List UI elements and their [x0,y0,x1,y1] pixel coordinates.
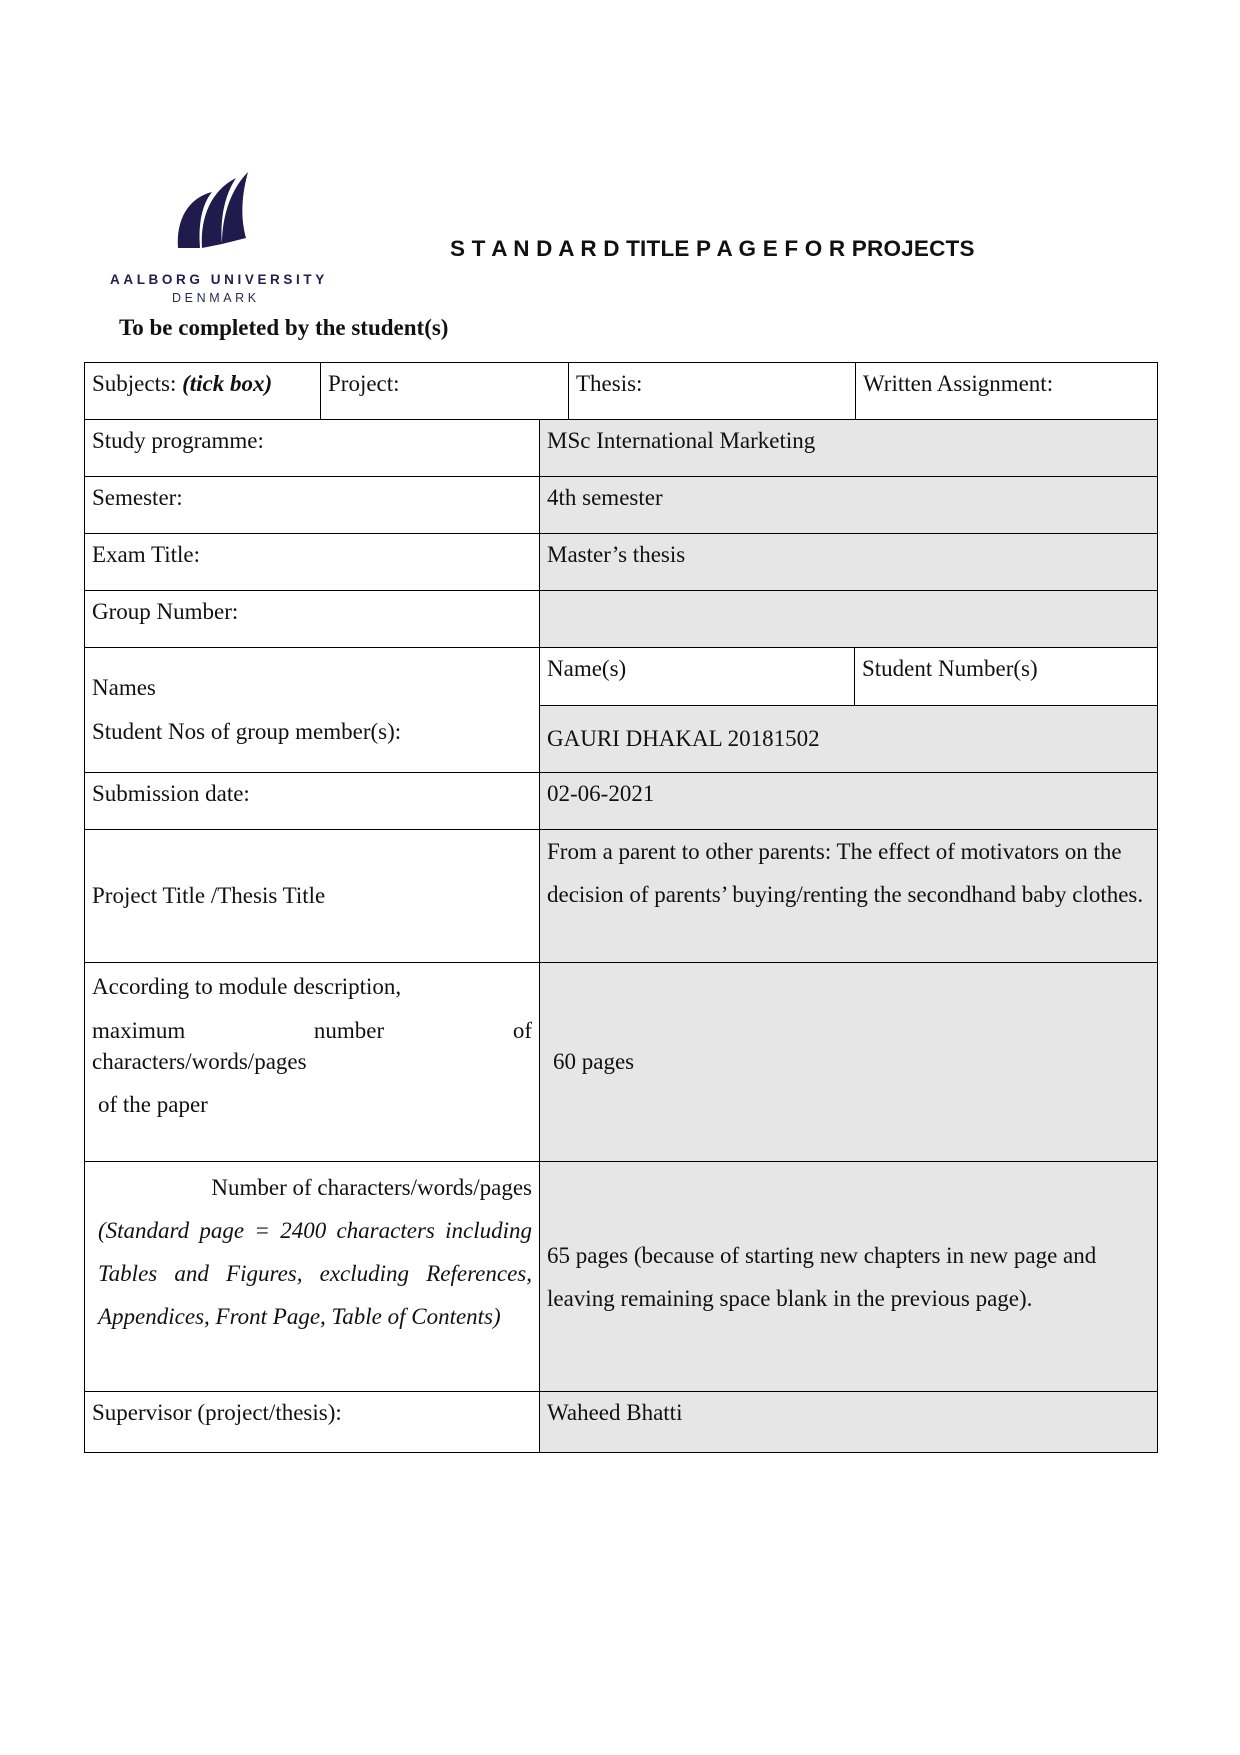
student-name-number-value[interactable]: GAURI DHAKAL 20181502 [540,706,1157,772]
university-logo [110,170,330,305]
logo-country: DENMARK [172,291,260,305]
character-count-row [85,1162,1157,1392]
semester-row [85,477,1157,534]
supervisor-label: Supervisor (project/thesis): [85,1392,540,1452]
names-row [85,648,1157,773]
max-length-label-cell [85,963,540,1161]
study-programme-value[interactable]: MSc International Marketing [540,420,1157,476]
study-programme-row [85,420,1157,477]
subject-thesis-option[interactable]: Thesis: [569,363,856,419]
subjects-label-cell [85,363,321,419]
character-count-value[interactable]: 65 pages (because of starting new chapters in new page and leaving remaining space blank in the previous page). [540,1162,1157,1391]
exam-title-row [85,534,1157,591]
max-length-row [85,963,1157,1162]
subjects-label: Subjects: [92,371,177,396]
exam-title-label: Exam Title: [85,534,540,590]
form-subtitle: To be completed by the student(s) [119,315,449,340]
aalborg-wave-logo-icon [172,170,252,250]
group-number-value[interactable] [540,591,1157,647]
submission-date-row [85,773,1157,830]
project-title-value[interactable]: From a parent to other parents: The effect of motivators on the decision of parents’ buying/renting the secondhand baby clothes. [540,830,1157,962]
max-length-word-number: number [313,1018,385,1043]
supervisor-value[interactable]: Waheed Bhatti [540,1392,1157,1452]
names-label-cell [85,648,540,772]
project-title-label: Project Title /Thesis Title [85,830,540,962]
submission-date-value[interactable]: 02-06-2021 [540,773,1157,829]
names-column-header: Name(s) [540,648,855,705]
logo-university-name: AALBORG UNIVERSITY [110,272,328,287]
group-number-label: Group Number: [85,591,540,647]
max-length-line-1: According to module description, [92,974,402,999]
student-numbers-column-header: Student Number(s) [862,656,1038,681]
student-nos-label: Student Nos of group member(s): [92,719,402,744]
study-programme-label: Study programme: [85,420,540,476]
submission-date-label: Submission date: [85,773,540,829]
page-title: S T A N D A R D TITLE P A G E F O R PROJECTS [450,236,975,261]
exam-title-value[interactable]: Master’s thesis [540,534,1157,590]
character-count-label: Number of characters/words/pages [211,1175,532,1200]
semester-label: Semester: [85,477,540,533]
max-length-word-of: of [512,1018,532,1043]
supervisor-row [85,1392,1157,1452]
names-right-block [540,648,1157,772]
character-count-label-cell [85,1162,540,1391]
subject-written-assignment-option[interactable]: Written Assignment: [863,371,1054,396]
title-page-form [84,362,1158,1453]
semester-value[interactable]: 4th semester [540,477,1157,533]
max-length-value[interactable]: 60 pages [540,963,1157,1161]
subject-project-option[interactable]: Project: [321,363,569,419]
max-length-line-4: of the paper [98,1092,208,1117]
names-header [540,648,1157,706]
names-label: Names [92,675,156,700]
project-title-row [85,830,1157,963]
group-number-row [85,591,1157,648]
standard-page-note: (Standard page = 2400 characters including Tables and Figures, excluding References, Appendices, Front Page, Table of Contents) [98,1218,532,1329]
max-length-word-maximum: maximum [92,1018,186,1043]
max-length-line-3: characters/words/pages [92,1049,307,1074]
subjects-row [85,363,1157,420]
tick-box-note: (tick box) [182,371,273,396]
